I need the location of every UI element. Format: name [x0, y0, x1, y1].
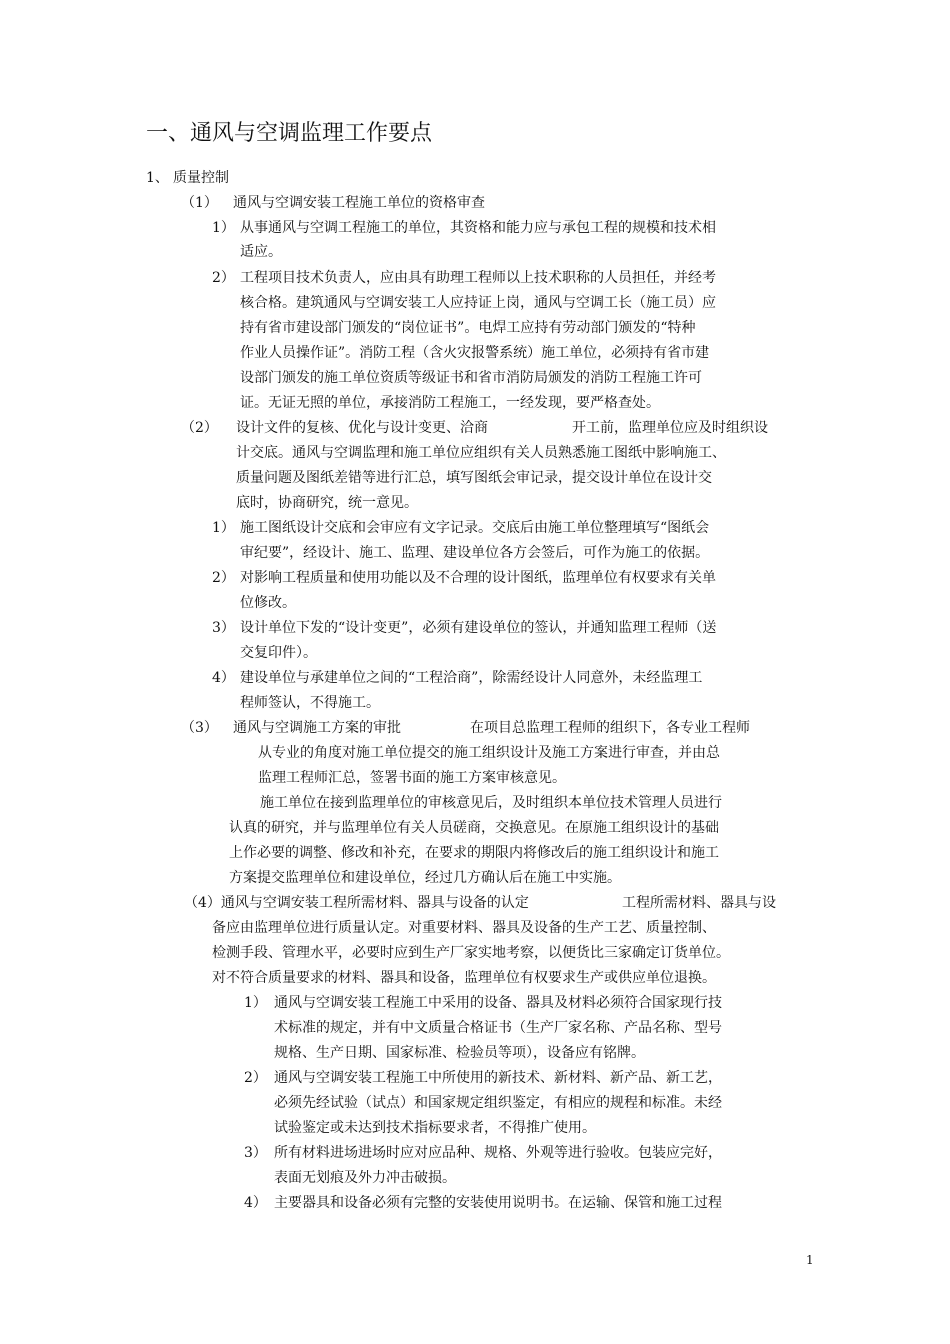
subsection-number: （3） [181, 720, 218, 736]
subsection-heading: 设计文件的复核、优化与设计变更、洽商 [236, 420, 488, 436]
item-text-line: 主要器具和设备必须有完整的安装使用说明书。在运输、保管和施工过程 [274, 1195, 722, 1211]
subsection-heading: （4）通风与空调安装工程所需材料、器具与设备的认定 [184, 895, 529, 911]
item-text-line: 程师签认，不得施工。 [240, 695, 380, 711]
item-number: 2） [212, 270, 235, 286]
item-text-line: 通风与空调安装工程施工中采用的设备、器具及材料必须符合国家现行技 [274, 995, 722, 1011]
item-text-line: 作业人员操作证”。消防工程（含火灾报警系统）施工单位，必须持有省市建 [240, 345, 710, 361]
item-number: 1） [244, 995, 267, 1011]
paragraph-line: 质量问题及图纸差错等进行汇总，填写图纸会审记录，提交设计单位在设计交 [236, 470, 712, 486]
item-number: 3） [212, 620, 235, 636]
item-text-line: 建设单位与承建单位之间的“工程洽商”，除需经设计人同意外，未经监理工 [240, 670, 703, 686]
item-text-line: 证。无证无照的单位，承接消防工程施工，一经发现，要严格查处。 [240, 395, 660, 411]
item-text-line: 对影响工程质量和使用功能以及不合理的设计图纸，监理单位有权要求有关单 [240, 570, 716, 586]
item-text-line: 交复印件）。 [240, 645, 317, 661]
item-text-line: 必须先经试验（试点）和国家规定组织鉴定，有相应的规程和标准。未经 [274, 1095, 722, 1111]
subsection-heading: 通风与空调安装工程施工单位的资格审查 [233, 195, 485, 211]
item-text-line: 适应。 [240, 244, 282, 260]
item-text-line: 持有省市建设部门颁发的“岗位证书”。电焊工应持有劳动部门颁发的“特种 [240, 320, 696, 336]
paragraph-line: 方案提交监理单位和建设单位，经过几方确认后在施工中实施。 [229, 870, 621, 886]
paragraph-line: 施工单位在接到监理单位的审核意见后，及时组织本单位技术管理人员进行 [260, 795, 722, 811]
subsection-heading: 通风与空调施工方案的审批 [233, 720, 401, 736]
item-text-line: 表面无划痕及外力冲击破损。 [274, 1170, 456, 1186]
item-text-line: 工程项目技术负责人，应由具有助理工程师以上技术职称的人员担任，并经考 [240, 270, 716, 286]
item-text-line: 设计单位下发的“设计变更”，必须有建设单位的签认，并通知监理工程师（送 [240, 620, 717, 636]
item-number: 4） [244, 1195, 267, 1211]
page-number: 1 [806, 1253, 814, 1267]
paragraph-line: 底时，协商研究，统一意见。 [236, 495, 418, 511]
item-number: 2） [244, 1070, 267, 1086]
paragraph-line: 计交底。通风与空调监理和施工单位应组织有关人员熟悉施工图纸中影响施工、 [236, 445, 726, 461]
paragraph-line: 监理工程师汇总，签署书面的施工方案审核意见。 [258, 770, 566, 786]
section-number: 1、 [146, 170, 169, 186]
item-number: 1） [212, 220, 235, 236]
paragraph-line: 上作必要的调整、修改和补充，在要求的期限内将修改后的施工组织设计和施工 [229, 845, 719, 861]
item-text-line: 核合格。建筑通风与空调安装工人应持证上岗，通风与空调工长（施工员）应 [240, 295, 716, 311]
subsection-number: （2） [181, 420, 218, 436]
paragraph-line: 从专业的角度对施工单位提交的施工组织设计及施工方案进行审查，并由总 [258, 745, 720, 761]
subsection-number: （1） [181, 195, 218, 211]
paragraph-lead: 开工前，监理单位应及时组织设 [572, 420, 768, 436]
item-text-line: 从事通风与空调工程施工的单位，其资格和能力应与承包工程的规模和技术相 [240, 220, 716, 236]
item-text-line: 试验鉴定或未达到技术指标要求者，不得推广使用。 [274, 1120, 596, 1136]
item-text-line: 所有材料进场进场时应对应品种、规格、外观等进行验收。包装应完好， [274, 1145, 722, 1161]
page-title: 一、通风与空调监理工作要点 [146, 121, 433, 146]
item-text-line: 规格、生产日期、国家标准、检验员等项），设备应有铭牌。 [274, 1045, 645, 1061]
item-text-line: 术标准的规定，并有中文质量合格证书（生产厂家名称、产品名称、型号 [274, 1020, 722, 1036]
paragraph-lead: 在项目总监理工程师的组织下，各专业工程师 [470, 720, 750, 736]
item-text-line: 审纪要”，经设计、施工、监理、建设单位各方会签后，可作为施工的依据。 [240, 545, 710, 561]
paragraph-line: 备应由监理单位进行质量认定。对重要材料、器具及设备的生产工艺、质量控制、 [212, 920, 716, 936]
item-text-line: 设部门颁发的施工单位资质等级证书和省市消防局颁发的消防工程施工许可 [240, 370, 702, 386]
item-number: 2） [212, 570, 235, 586]
item-text-line: 位修改。 [240, 595, 296, 611]
paragraph-line: 对不符合质量要求的材料、器具和设备，监理单位有权要求生产或供应单位退换。 [212, 970, 716, 986]
item-text-line: 施工图纸设计交底和会审应有文字记录。交底后由施工单位整理填写“图纸会 [240, 520, 710, 536]
item-number: 1） [212, 520, 235, 536]
item-text-line: 通风与空调安装工程施工中所使用的新技术、新材料、新产品、新工艺， [274, 1070, 722, 1086]
item-number: 4） [212, 670, 235, 686]
paragraph-lead: 工程所需材料、器具与设 [622, 895, 776, 911]
section-heading: 质量控制 [173, 170, 229, 186]
paragraph-line: 检测手段、管理水平，必要时应到生产厂家实地考察，以便货比三家确定订货单位。 [212, 945, 730, 961]
paragraph-line: 认真的研究，并与监理单位有关人员磋商，交换意见。在原施工组织设计的基础 [229, 820, 719, 836]
item-number: 3） [244, 1145, 267, 1161]
